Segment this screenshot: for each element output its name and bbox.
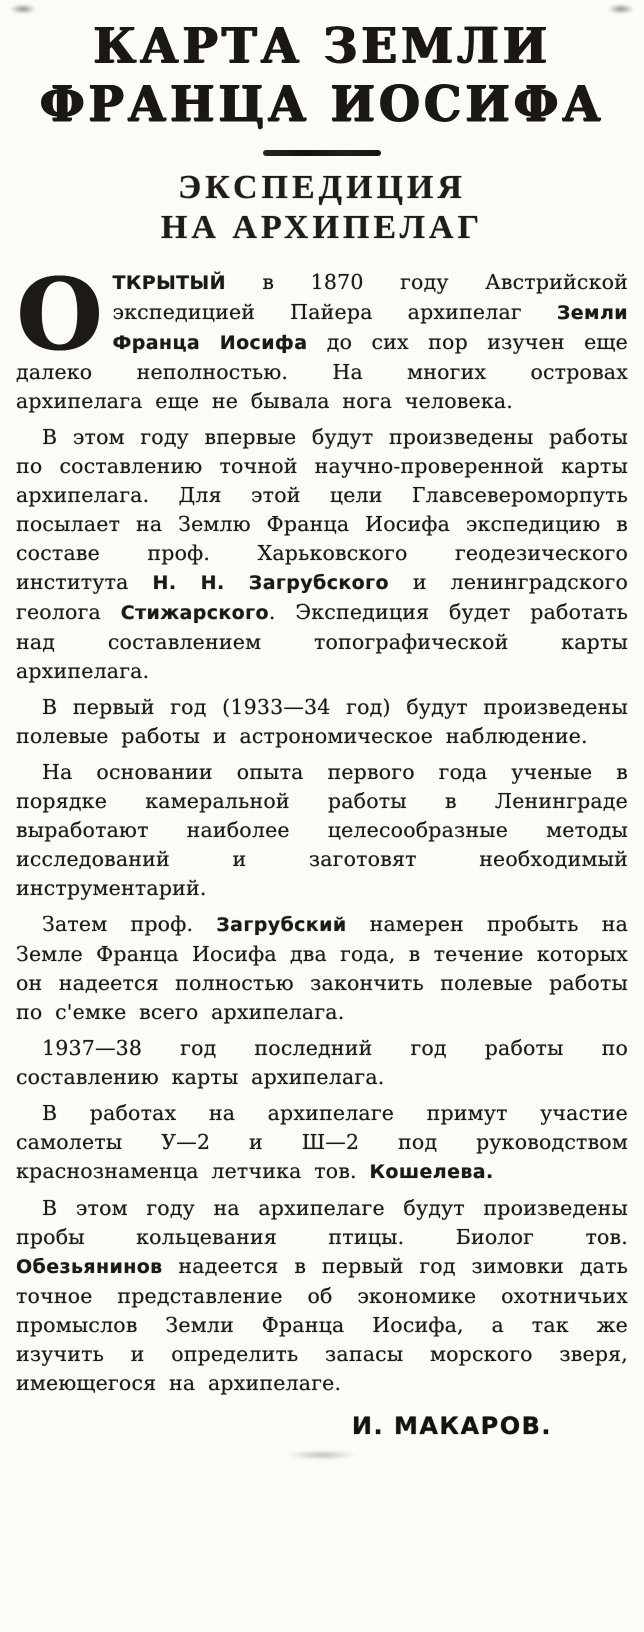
article-subtitle-line-2: НА АРХИПЕЛАГ	[160, 209, 484, 246]
author-signature: И. МАКАРОВ.	[351, 1412, 552, 1440]
article-paragraph	[16, 758, 628, 903]
article-subtitle-line-1: ЭКСПЕДИЦИЯ	[178, 169, 466, 206]
text-run: и ленинградского геолога	[16, 570, 628, 624]
bold-text-run: Кошелева.	[369, 1161, 494, 1183]
article-paragraph	[16, 693, 628, 751]
article-paragraph	[16, 1034, 628, 1092]
text-run: В этом году на архипелаге будут произведены пробы кольцевания птицы. Биолог тов.	[16, 1196, 628, 1249]
article-paragraph	[16, 423, 628, 686]
text-run: в 1870 году Австрийской экспедицией Пайера архипелаг	[112, 270, 628, 324]
text-run: В этом году впервые будут произведены работы по составлению точной научно-проверенной карты архипелага. Для этой цели Главсевероморпуть посылает на Землю Франца Иосифа экспедицию в составе проф. Харьковского геодезического института	[16, 425, 628, 594]
bold-text-run: Обезьянинов	[16, 1256, 163, 1278]
drop-cap: О	[16, 257, 103, 373]
text-run: . Экспедиция будет работать над составлением топографической карты архипелага.	[16, 600, 628, 683]
title-divider-rule	[263, 150, 381, 156]
bold-text-run: Земли Франца Иосифа	[112, 302, 628, 354]
article-paragraph	[16, 1194, 628, 1398]
article-title-line-2: ФРАНЦА ИОСИФА	[39, 76, 605, 134]
article-subtitle	[16, 168, 628, 248]
article-title-line-1: КАРТА ЗЕМЛИ	[93, 17, 551, 75]
text-run: 1937—38 год последний год работы по составлению карты архипелага.	[16, 1036, 628, 1089]
bold-text-run: Стижарского	[120, 602, 269, 624]
article-title	[16, 18, 628, 134]
text-run: В работах на архипелаге примут участие самолеты У—2 и Ш—2 под руководством краснознаменца летчика тов.	[16, 1101, 628, 1183]
bold-text-run: Загрубский	[216, 914, 347, 936]
text-run: На основании опыта первого года ученые в порядке камеральной работы в Ленинграде выработают наиболее целесообразные методы исследований и заготовят необходимый инструментарий.	[16, 760, 628, 900]
article-paragraph	[16, 1099, 628, 1187]
text-run: намерен пробыть на Земле Франца Иосифа два года, в течение которых он надеется полностью закончить полевые работы по с'емке всего архипелага.	[16, 912, 628, 1024]
article-paragraph	[16, 257, 628, 416]
article-paragraph	[16, 910, 628, 1027]
bold-text-run: ТКРЫТЫЙ	[112, 272, 226, 294]
scan-smudge	[287, 1450, 357, 1460]
text-run: до сих пор изучен еще далеко неполностью. На многих островах архипелага еще не бывала нога человека.	[16, 330, 628, 413]
bold-text-run: Н. Н. Загрубского	[152, 572, 389, 594]
text-run: Затем проф.	[42, 912, 217, 936]
text-run: надеется в первый год зимовки дать точное представление об экономике охотничьих промыслов Земли Франца Иосифа, а так же изучить и определить запасы морского зверя, имеющегося на архипелаге.	[16, 1254, 628, 1395]
article-body	[16, 257, 628, 1398]
text-run: В первый год (1933—34 год) будут произведены полевые работы и астрономическое наблюдение.	[16, 695, 628, 748]
